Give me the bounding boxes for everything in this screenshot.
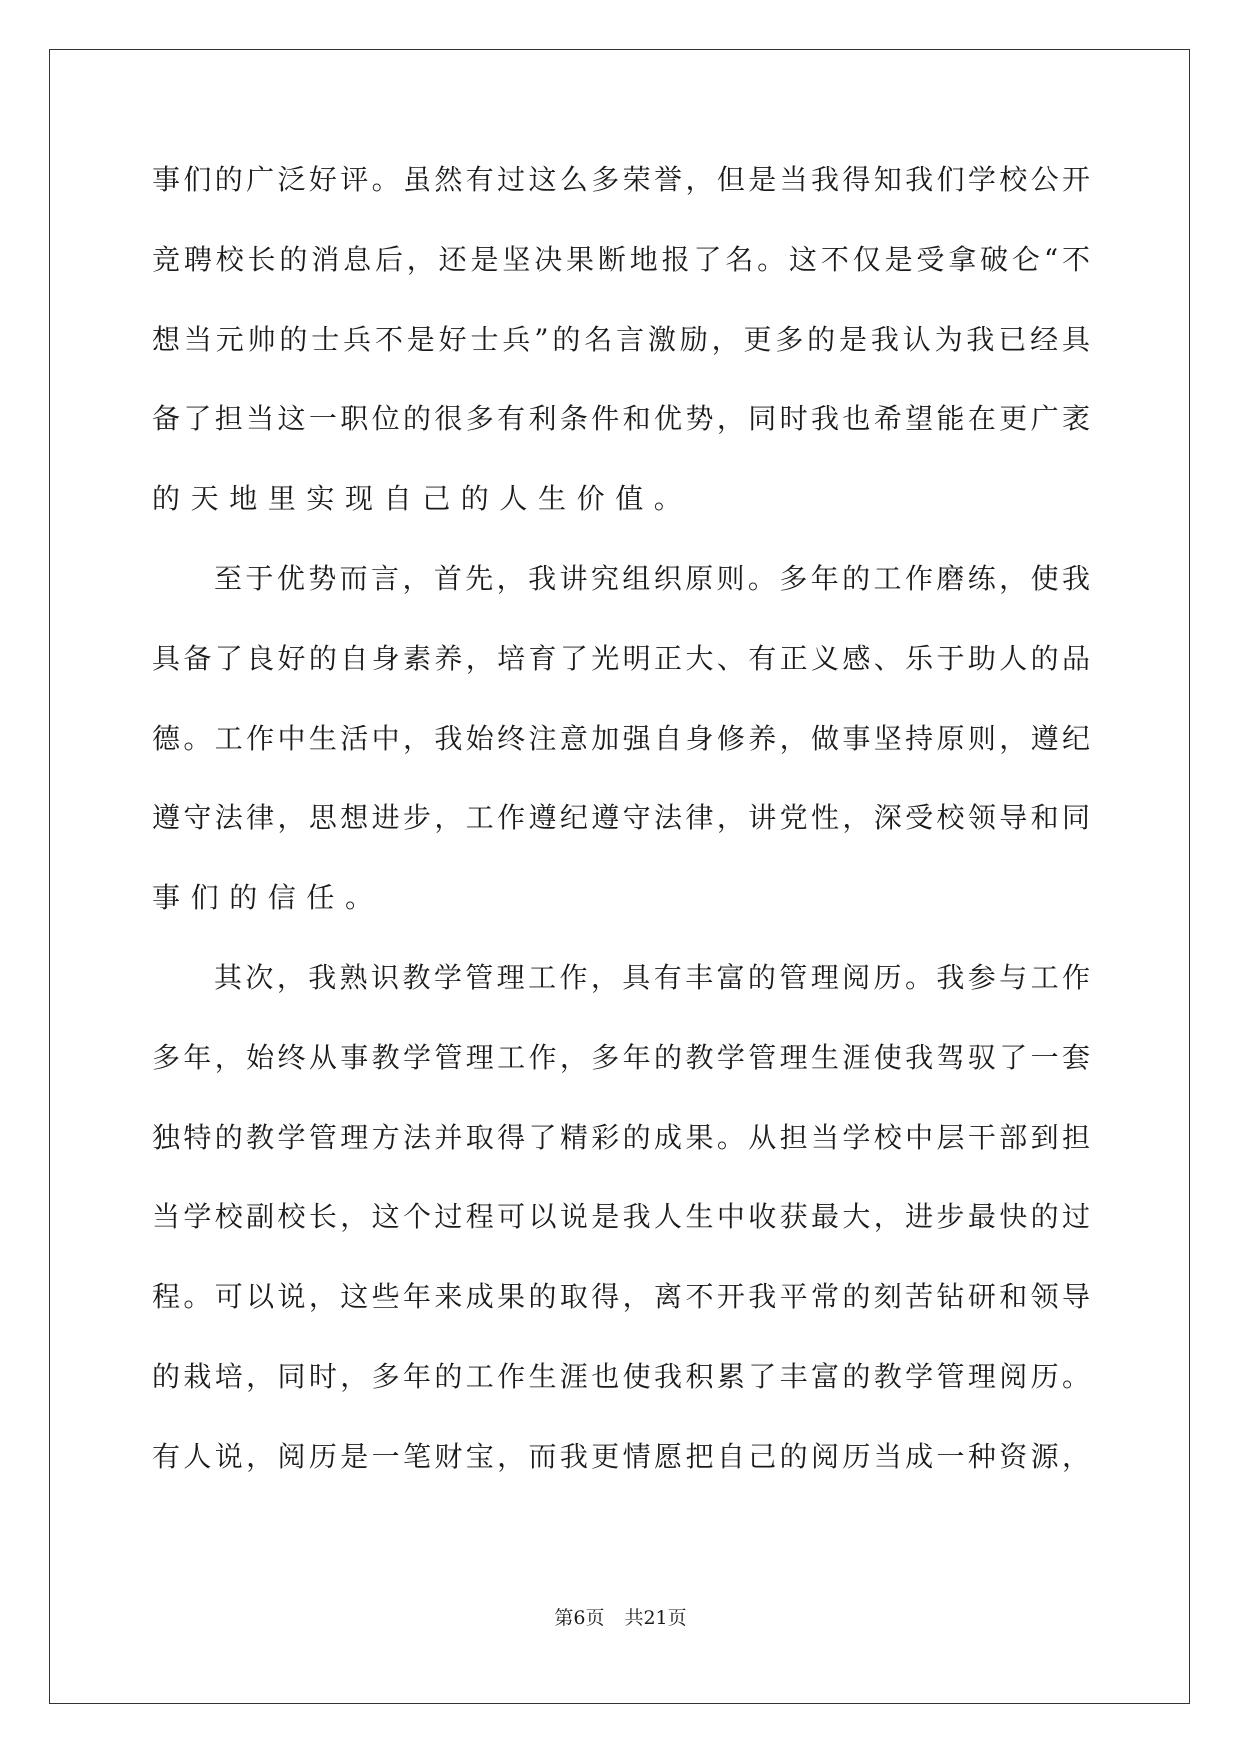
text-line: 备了担当这一职位的很多有利条件和优势，同时我也希望能在更广袤 (152, 402, 1090, 436)
text-line: 事们的信任。 (152, 881, 384, 915)
text-line: 当学校副校长，这个过程可以说是我人生中收获最大，进步最快的过 (152, 1200, 1090, 1234)
page-total: 共21页 (624, 1607, 687, 1629)
text-line: 遵守法律，思想进步，工作遵纪遵守法律，讲党性，深受校领导和同 (152, 801, 1090, 835)
text-line: 的栽培，同时，多年的工作生涯也使我积累了丰富的教学管理阅历。 (152, 1359, 1090, 1393)
text-line: 多年，始终从事教学管理工作，多年的教学管理生涯使我驾驭了一套 (152, 1040, 1090, 1074)
text-line: 具备了良好的自身素养，培育了光明正大、有正义感、乐于助人的品 (152, 641, 1090, 675)
document-body (152, 155, 1090, 1512)
text-line: 事们的广泛好评。虽然有过这么多荣誉，但是当我得知我们学校公开 (152, 163, 1090, 196)
text-line: 独特的教学管理方法并取得了精彩的成果。从担当学校中层干部到担 (152, 1120, 1090, 1154)
page-footer (0, 1603, 1241, 1630)
page-number: 第6页 (554, 1607, 605, 1629)
text-line: 程。可以说，这些年来成果的取得，离不开我平常的刻苦钻研和领导 (152, 1280, 1090, 1314)
text-line: 有人说，阅历是一笔财宝，而我更情愿把自己的阅历当成一种资源， (152, 1439, 1090, 1473)
text-line: 的天地里实现自己的人生价值。 (152, 482, 693, 516)
text-line: 德。工作中生活中，我始终注意加强自身修养，做事坚持原则，遵纪 (152, 721, 1090, 755)
paragraph-first-line: 至于优势而言，首先，我讲究组织原则。多年的工作磨练，使我 (214, 561, 1090, 595)
text-line: 想当元帅的士兵不是好士兵”的名言激励，更多的是我认为我已经具 (152, 322, 1090, 356)
paragraph-first-line: 其次，我熟识教学管理工作，具有丰富的管理阅历。我参与工作 (214, 960, 1090, 994)
text-line: 竞聘校长的消息后，还是坚决果断地报了名。这不仅是受拿破仑“不 (152, 242, 1090, 276)
